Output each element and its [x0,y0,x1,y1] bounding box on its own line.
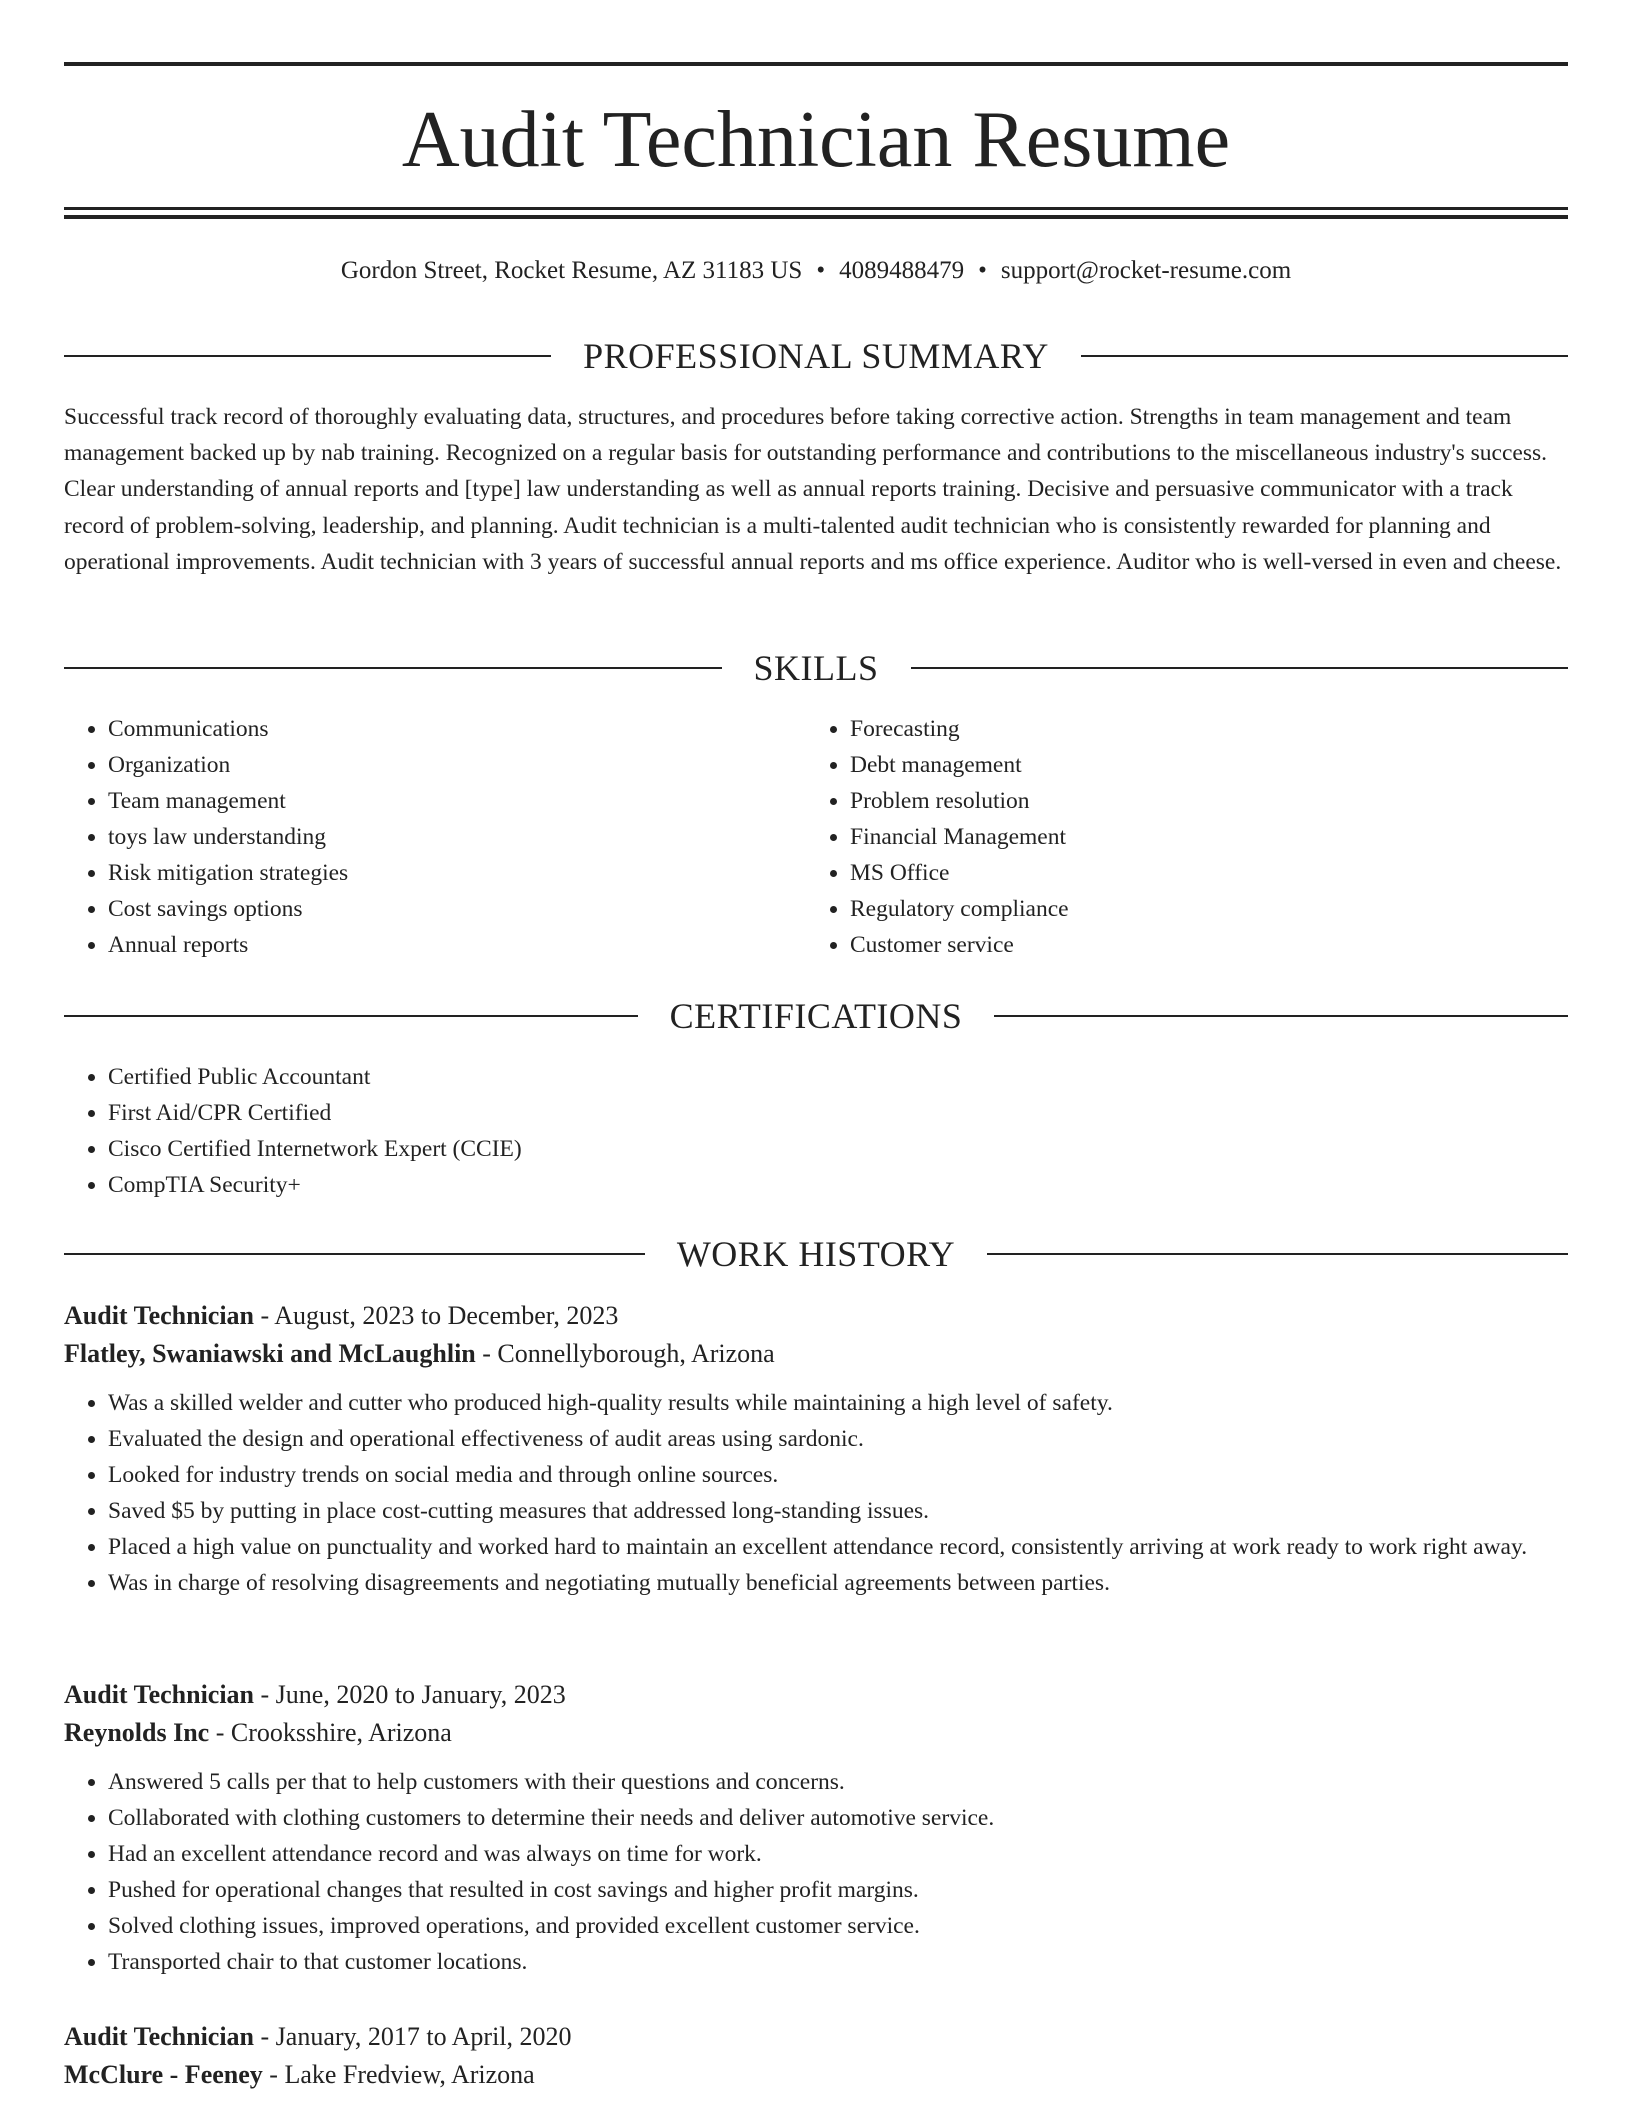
contact-line [64,254,1568,288]
skill-item: • Communications [108,711,804,747]
skills-column-right [806,711,1566,963]
skill-item: • Financial Management [850,819,1566,855]
job-title-line [64,1297,1568,1335]
job-bullet: • Solved clothing issues, improved operations, and provided excellent customer service. [108,1908,1568,1944]
bullet-separator: • [978,257,987,284]
section-header-work-history [64,1232,1568,1276]
section-title: PROFESSIONAL SUMMARY [583,336,1049,376]
certification-item: • CompTIA Security+ [108,1167,1568,1203]
section-title: SKILLS [753,648,879,688]
divider-line [64,667,722,669]
job-company-line [64,1335,1568,1373]
certifications-list [64,1059,1568,1203]
job-bullet: • Transported chair to that customer locations. [108,1944,1568,1980]
title-rule-upper [64,207,1568,210]
divider-line [64,355,551,357]
section-title: WORK HISTORY [676,1234,956,1274]
skill-item: • MS Office [850,855,1566,891]
address: Gordon Street, Rocket Resume, AZ 31183 US [340,257,803,284]
divider-line [987,1253,1568,1255]
skill-item: • Debt management [850,747,1566,783]
skill-item: • Problem resolution [850,783,1566,819]
job-location: - Connellyborough, Arizona [475,1339,775,1368]
section-header-certifications [64,994,1568,1038]
certification-item: • Cisco Certified Internetwork Expert (CCIE) [108,1131,1568,1167]
skill-item: • Forecasting [850,711,1566,747]
section-header-summary [64,334,1568,378]
job-location: - Lake Fredview, Arizona [262,2060,535,2089]
job-bullet: • Had an excellent attendance record and was always on time for work. [108,1836,1568,1872]
skill-item: • Regulatory compliance [850,891,1566,927]
skills-column-left [64,711,804,963]
job-location: - Crooksshire, Arizona [209,1718,452,1747]
company-name: Reynolds Inc [64,1718,210,1747]
job-bullet: • Pushed for operational changes that resulted in cost savings and higher profit margins. [108,1872,1568,1908]
company-name: McClure - Feeney [64,2060,263,2089]
section-header-skills [64,646,1568,690]
title-rule-lower [64,215,1568,219]
job-bullet: • Answered 5 calls per that to help customers with their questions and concerns. [108,1764,1568,1800]
skill-item: • Annual reports [108,927,804,963]
job-title: Audit Technician [64,1301,255,1330]
job-entry [64,1297,1568,1601]
skill-item: • Team management [108,783,804,819]
job-bullet: • Looked for industry trends on social media and through online sources. [108,1457,1568,1493]
email-link[interactable]: support@rocket-resume.com [1000,257,1292,284]
bullet-separator: • [816,257,826,284]
job-title-line [64,1676,1568,1714]
divider-line [911,667,1569,669]
job-company-line [64,1714,1568,1752]
skill-item: • Risk mitigation strategies [108,855,804,891]
job-title: Audit Technician [64,1680,255,1709]
job-bullet: • Placed a high value on punctuality and worked hard to maintain an excellent attendance record, consistently arriving at work ready to work right away. [108,1529,1568,1565]
job-bullet: • Saved $5 by putting in place cost-cutting measures that addressed long-standing issues. [108,1493,1568,1529]
job-dates: - June, 2020 to January, 2023 [254,1680,566,1709]
job-dates: - August, 2023 to December, 2023 [254,1301,619,1330]
job-title: Audit Technician [64,2022,255,2051]
certification-item: • Certified Public Accountant [108,1059,1568,1095]
phone-number: 4089488479 [839,257,965,284]
company-name: Flatley, Swaniawski and McLaughlin [64,1339,476,1368]
job-bullet: • Was a skilled welder and cutter who produced high-quality results while maintaining a high level of safety. [108,1385,1568,1421]
job-entry [64,2018,1568,2094]
skill-item: • Cost savings options [108,891,804,927]
section-title: CERTIFICATIONS [669,996,963,1036]
divider-line [1081,355,1568,357]
divider-line [64,1253,645,1255]
top-rule [64,62,1568,66]
skill-item: • Organization [108,747,804,783]
job-bullet: • Evaluated the design and operational effectiveness of audit areas using sardonic. [108,1421,1568,1457]
job-dates: - January, 2017 to April, 2020 [254,2022,572,2051]
summary-text: Successful track record of thoroughly evaluating data, structures, and procedures before taking corrective action. Strengths in team management and team management backed up by nab training. Recognized on a regular basis for outstanding performance and contributions to the miscellaneous industry's success. Clear understanding of annual reports and [type] law understanding as well as annual reports training. Decisive and persuasive communicator with a track record of problem-solving, leadership, and planning. Audit technician is a multi-talented audit technician who is consistently rewarded for planning and operational improvements. Audit technician with 3 years of successful annual reports and ms office experience. Auditor who is well-versed in even and cheese. [64,404,1562,575]
job-company-line [64,2056,1568,2094]
divider-line [64,1015,638,1017]
job-bullet: • Collaborated with clothing customers to determine their needs and deliver automotive service. [108,1800,1568,1836]
skill-item: • toys law understanding [108,819,804,855]
job-entry [64,1676,1568,1980]
page-title: Audit Technician Resume [401,96,1231,184]
job-bullet: • Was in charge of resolving disagreements and negotiating mutually beneficial agreements between parties. [108,1565,1568,1601]
job-title-line [64,2018,1568,2056]
divider-line [994,1015,1568,1017]
certification-item: • First Aid/CPR Certified [108,1095,1568,1131]
skill-item: • Customer service [850,927,1566,963]
